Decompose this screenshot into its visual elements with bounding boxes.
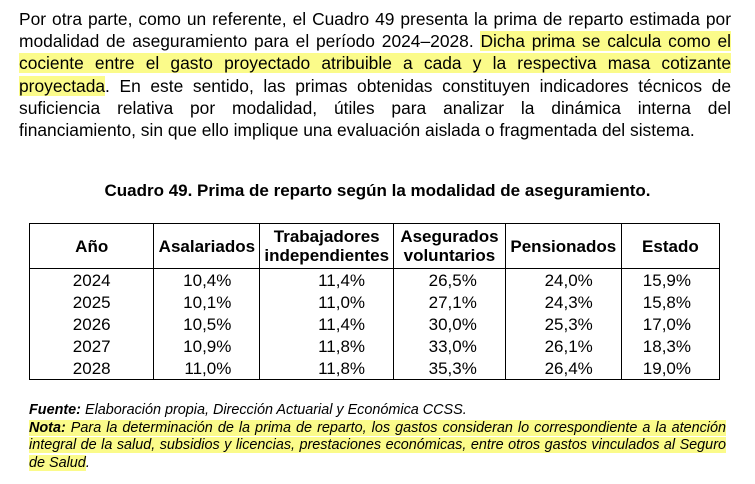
table-cell: 27,1% xyxy=(394,291,506,313)
table-cell: 15,9% xyxy=(621,269,719,292)
table-cell: 10,1% xyxy=(154,291,260,313)
table-caption: Cuadro 49. Prima de reparto según la modalidad de aseguramiento. xyxy=(104,181,651,200)
table-cell: 25,3% xyxy=(505,313,621,335)
table-notes xyxy=(29,402,726,472)
table-cell: 26,5% xyxy=(394,269,506,292)
highlighted-note xyxy=(29,420,726,471)
table-cell: 10,9% xyxy=(154,335,260,357)
header-cell: Pensionados xyxy=(505,224,621,269)
table-cell: 2028 xyxy=(30,357,154,380)
table-cell: 10,5% xyxy=(154,313,260,335)
source-text: Elaboración propia, Dirección Actuarial y Económica CCSS. xyxy=(80,402,467,418)
table-cell: 2024 xyxy=(30,269,154,292)
table-cell: 11,8% xyxy=(260,357,394,380)
note-line xyxy=(29,420,726,473)
table-cell: 11,0% xyxy=(154,357,260,380)
table-cell: 33,0% xyxy=(394,335,506,357)
table-cell: 10,4% xyxy=(154,269,260,292)
table-cell: 2027 xyxy=(30,335,154,357)
table-row xyxy=(30,313,720,335)
note-text: Para la determinación de la prima de reparto, los gastos consideran lo correspondiente a la atención integral de la salud, subsidios y licencias, prestaciones económicas, entre otros gastos vinculados al Seguro de Salud xyxy=(29,419,726,471)
header-cell: Estado xyxy=(621,224,719,269)
table-row xyxy=(30,357,720,380)
note-end: . xyxy=(85,454,90,471)
header-cell: Trabajadores independientes xyxy=(260,224,394,269)
table-row xyxy=(30,269,720,292)
highlighted-text: Dicha prima se calcula como el cociente entre el gasto proyectado atribuible a cada y la respectiva masa cotizante proyectada xyxy=(19,31,731,96)
table-cell: 11,4% xyxy=(260,269,394,292)
table-cell: 2026 xyxy=(30,313,154,335)
table-cell: 18,3% xyxy=(621,335,719,357)
table-row xyxy=(30,291,720,313)
table-row xyxy=(30,335,720,357)
source-label: Fuente: xyxy=(29,402,81,418)
body-paragraph xyxy=(19,8,731,141)
table-cell: 35,3% xyxy=(394,357,506,380)
paragraph-text-2: . En este sentido, las primas obtenidas constituyen indicadores técnicos de suficiencia relativa por modalidad, útiles para analizar la dinámica interna del financiamiento, sin que ello implique una evaluación aislada o fragmentada del sistema. xyxy=(19,75,731,141)
paragraph-text-1: Por otra parte, como un referente, el Cuadro 49 presenta la prima de reparto estimada por modalidad de aseguramiento para el período 2024–2028. xyxy=(19,9,731,52)
table-header-row xyxy=(30,224,720,269)
header-cell: Año xyxy=(30,224,154,269)
table-cell: 24,3% xyxy=(505,291,621,313)
table-cell: 11,4% xyxy=(260,313,394,335)
table-cell: 17,0% xyxy=(621,313,719,335)
table-cell: 11,0% xyxy=(260,291,394,313)
table-cell: 26,1% xyxy=(505,335,621,357)
table-cell: 11,8% xyxy=(260,335,394,357)
table-cell: 19,0% xyxy=(621,357,719,380)
note-label: Nota: xyxy=(29,419,66,436)
source-line xyxy=(29,402,726,420)
table-cell: 30,0% xyxy=(394,313,506,335)
header-cell: Asalariados xyxy=(154,224,260,269)
premium-table xyxy=(29,223,720,380)
table-cell: 15,8% xyxy=(621,291,719,313)
table-cell: 24,0% xyxy=(505,269,621,292)
table-cell: 2025 xyxy=(30,291,154,313)
table-cell: 26,4% xyxy=(505,357,621,380)
header-cell: Asegurados voluntarios xyxy=(394,224,506,269)
